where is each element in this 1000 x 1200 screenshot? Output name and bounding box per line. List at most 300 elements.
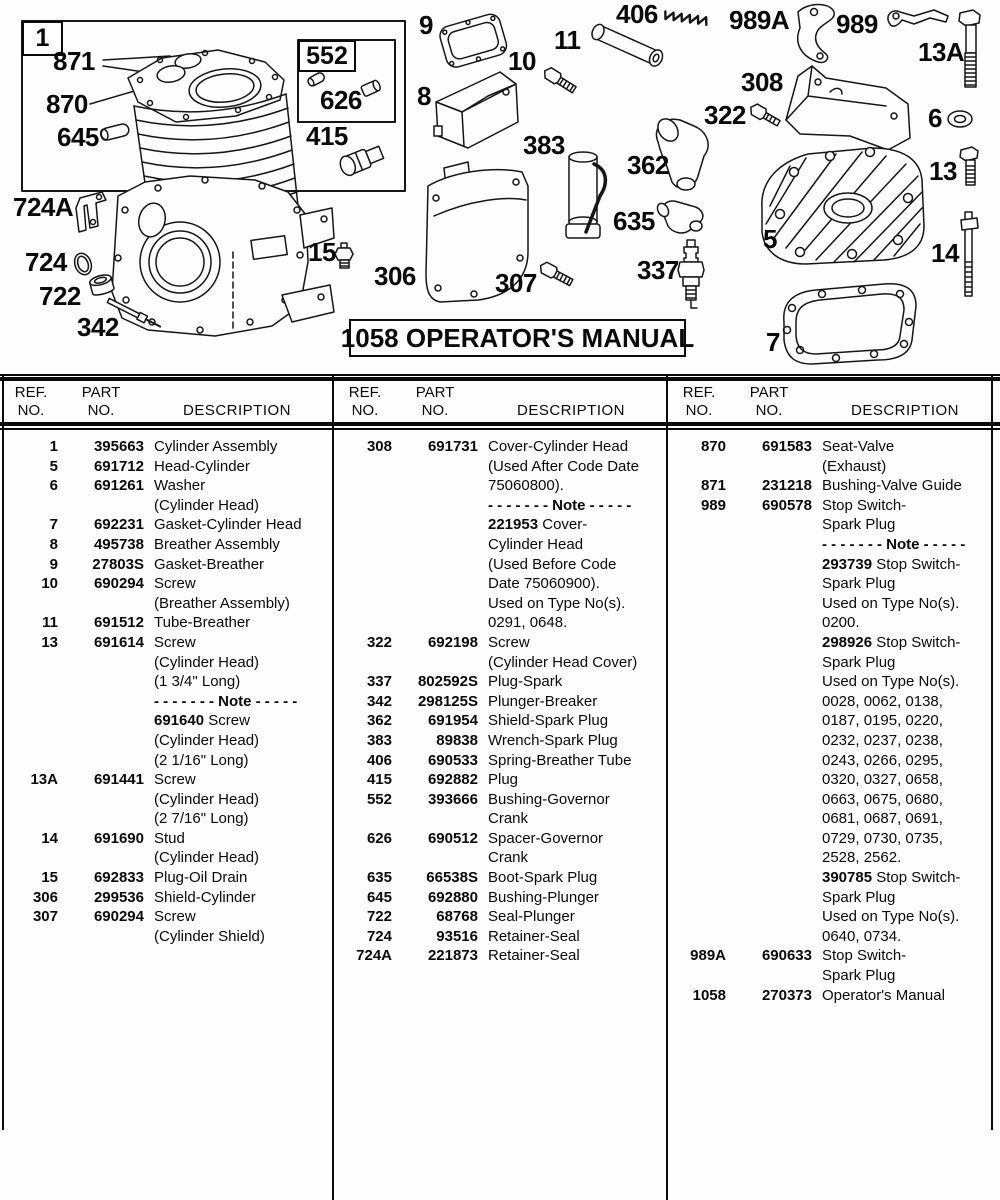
col3-header: REF. PART NO. NO. DESCRIPTION — [682, 384, 959, 419]
part-no-cell — [392, 515, 478, 535]
part-row — [338, 751, 664, 771]
callout-307: 307 — [495, 268, 537, 298]
part-no-cell — [392, 809, 478, 829]
breather-8-icon — [434, 72, 518, 148]
part-no-cell: 690512 — [427, 829, 478, 847]
part-no-cell: 690294 — [93, 575, 144, 593]
part-row — [338, 672, 664, 692]
description-cell: Screw — [488, 633, 530, 651]
description-cell: (Used Before Code — [488, 555, 617, 573]
part-row-continuation — [338, 496, 664, 516]
ref-no-cell — [338, 613, 392, 633]
part-row-continuation — [338, 515, 664, 535]
ref-no-cell: 1 — [49, 438, 58, 455]
part-row — [672, 496, 998, 516]
part-row-continuation — [338, 653, 664, 673]
part-no-cell: 691712 — [93, 457, 144, 475]
description-cell: Stop Switch- — [822, 496, 907, 514]
callout-11: 11 — [554, 25, 581, 55]
description-cell: Crank — [488, 849, 529, 867]
ref-no-cell: 724 — [366, 927, 392, 945]
seal-722-icon — [89, 273, 115, 297]
ref-no-cell: 724A — [356, 947, 392, 965]
description-cell: 75060800). — [488, 477, 564, 495]
part-row-continuation — [672, 751, 998, 771]
part-no-cell: 690578 — [761, 496, 812, 514]
description-cell: Seal-Plunger — [488, 908, 575, 926]
part-row-continuation — [672, 829, 998, 849]
part-row-continuation — [672, 966, 998, 986]
description-cell: Bushing-Governor — [488, 790, 610, 808]
table-top-rule-thin — [0, 374, 1000, 376]
ref-no-cell — [4, 672, 58, 692]
description-cell: (Breather Assembly) — [154, 594, 290, 612]
ref-no-cell: 635 — [366, 869, 392, 887]
callout-406: 406 — [616, 0, 658, 29]
column-separator-1 — [332, 374, 334, 1200]
ref-no-cell — [672, 809, 726, 829]
callout-306: 306 — [374, 261, 416, 291]
description-cell: 2528, 2562. — [822, 849, 902, 867]
ref-no-cell — [338, 594, 392, 614]
description-cell: Spark Plug — [822, 653, 896, 671]
part-row-continuation — [672, 907, 998, 927]
part-no-cell — [58, 848, 144, 868]
gasket-9-icon — [438, 12, 509, 69]
part-row-continuation — [338, 476, 664, 496]
part-row — [4, 613, 330, 633]
ref-no-cell: 383 — [366, 731, 392, 749]
part-row-continuation — [4, 848, 330, 868]
callout-308: 308 — [741, 67, 783, 97]
ref-no-cell: 337 — [366, 673, 392, 691]
callout-9: 9 — [419, 10, 433, 40]
part-no-cell: 691441 — [93, 771, 144, 789]
description-cell: Spark Plug — [822, 516, 896, 534]
part-no-cell — [392, 457, 478, 477]
header-bottom-rule-thick — [0, 422, 1000, 426]
description-cell: 691640 Screw — [154, 712, 250, 730]
callout-989A: 989A — [729, 5, 790, 35]
part-row-continuation — [672, 515, 998, 535]
ref-no-cell: 8 — [49, 535, 58, 553]
ref-no-cell — [672, 535, 726, 555]
part-row — [4, 633, 330, 653]
part-row — [4, 888, 330, 908]
part-row — [338, 711, 664, 731]
boot-635-icon — [655, 201, 703, 233]
assembly-1-label: 1 — [22, 21, 63, 56]
part-no-cell: 299536 — [93, 888, 144, 906]
description-cell: Boot-Spark Plug — [488, 869, 598, 887]
description-cell: Stop Switch- — [822, 947, 907, 965]
cover-308-icon — [786, 66, 910, 150]
description-cell: (Cylinder Head Cover) — [488, 653, 638, 671]
description-cell: Plug — [488, 771, 519, 789]
part-no-cell: 231218 — [761, 477, 812, 495]
screw-10-icon — [542, 66, 578, 95]
description-cell: 0187, 0195, 0220, — [822, 712, 943, 730]
part-no-cell — [726, 868, 812, 888]
ref-no-cell — [338, 515, 392, 535]
ref-no-cell: 13A — [30, 771, 58, 789]
description-cell: (Cylinder Shield) — [154, 927, 265, 945]
part-no-cell — [726, 535, 812, 555]
callout-989: 989 — [836, 9, 878, 39]
part-row-continuation — [338, 555, 664, 575]
ref-no-cell — [672, 613, 726, 633]
part-no-cell — [58, 751, 144, 771]
ref-no-cell: 15 — [41, 869, 58, 887]
description-cell: Washer — [154, 477, 206, 495]
part-row — [4, 574, 330, 594]
ref-no-cell — [4, 731, 58, 751]
description-cell: Plug-Oil Drain — [154, 869, 248, 887]
ref-no-cell — [338, 574, 392, 594]
callout-5: 5 — [763, 224, 777, 254]
part-row-continuation — [338, 535, 664, 555]
ref-no-cell — [672, 653, 726, 673]
callout-337: 337 — [637, 255, 679, 285]
part-no-cell: 221873 — [427, 947, 478, 965]
ref-no-cell — [338, 653, 392, 673]
description-cell: Cylinder Assembly — [154, 438, 278, 455]
callout-13A: 13A — [918, 37, 965, 67]
part-no-cell: 393666 — [427, 790, 478, 808]
description-cell: 0200. — [822, 614, 860, 632]
callout-415: 415 — [306, 121, 348, 151]
description-cell: 293739 Stop Switch- — [822, 555, 961, 573]
description-cell: - - - - - - - Note - - - - - — [822, 535, 966, 553]
part-no-cell: 690533 — [427, 751, 478, 769]
ref-header: REF. — [14, 384, 48, 401]
part-no-cell — [58, 790, 144, 810]
part-row-continuation — [672, 535, 998, 555]
ref-no-cell: 870 — [700, 438, 726, 455]
callout-14: 14 — [931, 238, 959, 268]
part-row — [338, 888, 664, 908]
part-row-continuation — [672, 888, 998, 908]
callout-13: 13 — [929, 156, 957, 186]
ref-no-cell: 552 — [366, 790, 392, 808]
description-cell: Shield-Cylinder — [154, 888, 256, 906]
ref-no-cell — [672, 868, 726, 888]
part-no-cell: 691583 — [761, 438, 812, 455]
description-header: DESCRIPTION — [182, 402, 291, 419]
part-row-continuation — [672, 653, 998, 673]
description-cell: Retainer-Seal — [488, 947, 580, 965]
description-cell: (Cylinder Head) — [154, 790, 260, 808]
part-no-cell — [392, 476, 478, 496]
part-row — [4, 457, 330, 477]
description-cell: (2 1/16" Long) — [154, 751, 249, 769]
description-cell: Spark Plug — [822, 967, 896, 985]
part-row-continuation — [4, 692, 330, 712]
part-row — [338, 770, 664, 790]
part-no-cell — [58, 809, 144, 829]
ref-no-cell: 14 — [41, 829, 58, 847]
description-cell: (Cylinder Head) — [154, 653, 260, 671]
description-cell: 0291, 0648. — [488, 614, 568, 632]
part-row — [4, 907, 330, 927]
part-no-cell: 691614 — [93, 633, 144, 651]
ref-no-cell — [672, 751, 726, 771]
part-row — [672, 986, 998, 1006]
callout-722: 722 — [39, 281, 81, 311]
callout-10: 10 — [508, 46, 536, 76]
header-bottom-rule-thin — [0, 428, 1000, 430]
part-no-cell — [392, 594, 478, 614]
part-no-cell: 495738 — [93, 535, 144, 553]
description-cell: Stud — [154, 829, 185, 847]
description-cell: Spark Plug — [822, 575, 896, 593]
description-cell: Spacer-Governor — [488, 829, 604, 847]
part-row-continuation — [672, 594, 998, 614]
part-row-continuation — [338, 457, 664, 477]
part-row-continuation — [672, 672, 998, 692]
part-no-cell: 89838 — [436, 731, 478, 749]
description-cell: Seat-Valve — [822, 438, 895, 455]
description-cell: Head-Cylinder — [154, 457, 250, 475]
ref-no-cell — [672, 731, 726, 751]
ref-no-cell — [338, 535, 392, 555]
ref-no-cell: 722 — [366, 908, 392, 926]
stud-14-icon — [961, 212, 978, 296]
part-no-cell — [726, 457, 812, 477]
cylinder-assembly-drawing — [112, 50, 334, 336]
stop-switch-989A-icon — [798, 5, 834, 63]
tube-11-icon — [590, 22, 665, 68]
callout-383: 383 — [523, 130, 565, 160]
description-cell: (Exhaust) — [822, 457, 887, 475]
part-no-cell: 691954 — [427, 712, 478, 730]
part-no-cell — [392, 574, 478, 594]
part-no-cell: 270373 — [761, 986, 812, 1004]
part-no-cell — [392, 535, 478, 555]
column-separator-2 — [666, 374, 668, 1200]
ref-no-cell — [338, 555, 392, 575]
description-cell: Screw — [154, 633, 196, 651]
ref-no-cell: 5 — [49, 457, 58, 475]
table-top-rule-thick — [0, 377, 1000, 381]
part-row — [338, 633, 664, 653]
description-cell: Used on Type No(s). — [488, 594, 626, 612]
part-no-cell — [58, 731, 144, 751]
ref-no-cell: 9 — [49, 555, 58, 573]
part-row — [672, 437, 998, 457]
ref-no-cell: 871 — [700, 477, 726, 495]
callout-6: 6 — [928, 103, 942, 133]
part-no-cell — [726, 653, 812, 673]
part-no-cell — [726, 751, 812, 771]
ref-no-cell — [338, 457, 392, 477]
ref-no-cell — [338, 848, 392, 868]
part-no-cell — [726, 555, 812, 575]
part-row — [338, 829, 664, 849]
ref-no-cell — [4, 653, 58, 673]
ref-no-cell — [4, 496, 58, 516]
part-no-cell — [726, 613, 812, 633]
part-row-continuation — [672, 692, 998, 712]
callout-362: 362 — [627, 150, 669, 180]
part-no-cell: 395663 — [93, 438, 144, 455]
ref-no-cell — [672, 633, 726, 653]
ref-no-cell — [672, 515, 726, 535]
description-cell: Plunger-Breaker — [488, 692, 598, 710]
description-cell: Date 75060900). — [488, 575, 600, 593]
part-row-continuation — [672, 927, 998, 947]
ref-no-cell: 415 — [366, 771, 392, 789]
part-no-cell — [726, 731, 812, 751]
part-row — [4, 437, 330, 457]
description-cell: - - - - - - - Note - - - - - — [488, 496, 632, 514]
ref-no-cell — [672, 966, 726, 986]
parts-column-1 — [4, 437, 330, 946]
part-no-cell — [58, 496, 144, 516]
bolt-13-icon — [960, 147, 978, 185]
spring-406-icon — [663, 2, 709, 34]
description-cell: Cylinder Head — [488, 535, 584, 553]
part-no-cell: 690294 — [93, 908, 144, 926]
description-cell: (Cylinder Head) — [154, 849, 260, 867]
col1-header: REF. PART NO. NO. DESCRIPTION — [4, 384, 330, 420]
description-cell: (Used After Code Date — [488, 457, 639, 475]
stop-switch-989-icon — [888, 10, 948, 26]
ref-no-cell — [4, 692, 58, 712]
part-no-cell — [392, 613, 478, 633]
screw-322-icon — [748, 102, 782, 128]
ref-no-cell — [672, 888, 726, 908]
part-row-continuation — [4, 751, 330, 771]
ref-no-cell — [4, 809, 58, 829]
part-row — [338, 437, 664, 457]
screw-307-icon — [538, 260, 575, 287]
part-no-cell — [726, 672, 812, 692]
part-no-cell: 691512 — [93, 614, 144, 632]
spark-plug-337-icon — [678, 240, 704, 308]
part-no-cell — [726, 574, 812, 594]
washer-6-icon — [948, 111, 972, 127]
cylinder-head-5-icon — [762, 148, 924, 265]
description-cell: Bushing-Plunger — [488, 888, 599, 906]
description-cell: Operator's Manual — [822, 986, 945, 1004]
ref-no-cell — [672, 711, 726, 731]
gasket-7-icon — [784, 284, 917, 364]
part-no-cell — [58, 594, 144, 614]
part-no-cell: 93516 — [436, 927, 478, 945]
part-no-cell — [392, 496, 478, 516]
part-row-continuation — [4, 790, 330, 810]
part-no-cell: 692231 — [93, 516, 144, 534]
description-cell: 390785 Stop Switch- — [822, 869, 961, 887]
description-cell: Tube-Breather — [154, 614, 251, 632]
part-no-cell — [726, 633, 812, 653]
col2-header: REF. PART NO. NO. DESCRIPTION — [348, 384, 625, 419]
description-cell: Shield-Spark Plug — [488, 712, 609, 730]
callout-15: 15 — [308, 237, 336, 267]
part-row-continuation — [672, 574, 998, 594]
description-cell: 0729, 0730, 0735, — [822, 829, 943, 847]
part-row — [338, 927, 664, 947]
part-row — [338, 946, 664, 966]
part-header: PART — [81, 384, 121, 401]
part-no-cell: 27803S — [92, 555, 144, 573]
ref-no-cell — [672, 457, 726, 477]
wrench-383-icon — [566, 152, 605, 238]
ref-no-cell: 6 — [49, 477, 58, 495]
description-cell: (2 7/16" Long) — [154, 810, 249, 828]
callout-626: 626 — [320, 85, 362, 115]
part-no-cell: 690633 — [761, 947, 812, 965]
description-cell: Bushing-Valve Guide — [822, 477, 962, 495]
callout-724A: 724A — [13, 192, 74, 222]
description-cell: 0028, 0062, 0138, — [822, 692, 943, 710]
part-row-continuation — [4, 594, 330, 614]
part-no-cell: 66538S — [426, 869, 478, 887]
part-no-cell — [726, 594, 812, 614]
part-no-cell: 692198 — [427, 633, 478, 651]
description-cell: 0663, 0675, 0680, — [822, 790, 943, 808]
part-row — [338, 907, 664, 927]
ref-no-cell: 342 — [366, 692, 392, 710]
part-no-cell: 691690 — [93, 829, 144, 847]
ref-no-cell: 989 — [700, 496, 726, 514]
part-no-cell: 692882 — [427, 771, 478, 789]
ref-no-cell — [672, 574, 726, 594]
inset-552-label: 552 — [298, 40, 356, 72]
part-row-continuation — [672, 809, 998, 829]
ref-no-cell: 307 — [32, 908, 58, 926]
part-row-continuation — [338, 809, 664, 829]
ref-no-cell — [4, 790, 58, 810]
part-row — [4, 476, 330, 496]
bushing-645-icon — [99, 123, 130, 142]
description-cell: 298926 Stop Switch- — [822, 633, 961, 651]
part-no-cell — [726, 711, 812, 731]
description-cell: 0640, 0734. — [822, 927, 902, 945]
part-no-cell — [58, 653, 144, 673]
description-cell: 0681, 0687, 0691, — [822, 810, 943, 828]
part-no-cell — [392, 653, 478, 673]
ref-no-cell — [672, 848, 726, 868]
callout-342: 342 — [77, 312, 119, 342]
ref-no-cell — [338, 809, 392, 829]
part-row — [4, 555, 330, 575]
description-cell: Cover-Cylinder Head — [488, 438, 629, 455]
part-no-cell — [392, 848, 478, 868]
description-cell: Spark Plug — [822, 888, 896, 906]
description-cell: 0243, 0266, 0295, — [822, 751, 943, 769]
ref-no-cell — [4, 594, 58, 614]
part-no-cell — [58, 692, 144, 712]
part-no-cell: 692833 — [93, 869, 144, 887]
retainer-724A-icon — [76, 192, 106, 232]
description-cell: (Cylinder Head) — [154, 731, 260, 749]
description-cell: Spring-Breather Tube — [488, 751, 632, 769]
ref-no-cell: 989A — [690, 947, 726, 965]
part-row-continuation — [672, 457, 998, 477]
ref-no-cell — [338, 476, 392, 496]
part-no-cell — [58, 672, 144, 692]
part-row-continuation — [4, 653, 330, 673]
part-no-cell — [58, 711, 144, 731]
part-row-continuation — [672, 613, 998, 633]
part-row — [338, 790, 664, 810]
callout-7: 7 — [766, 327, 780, 357]
description-cell: (1 3/4" Long) — [154, 673, 241, 691]
description-cell: Retainer-Seal — [488, 927, 580, 945]
description-cell: - - - - - - - Note - - - - - — [154, 692, 298, 710]
